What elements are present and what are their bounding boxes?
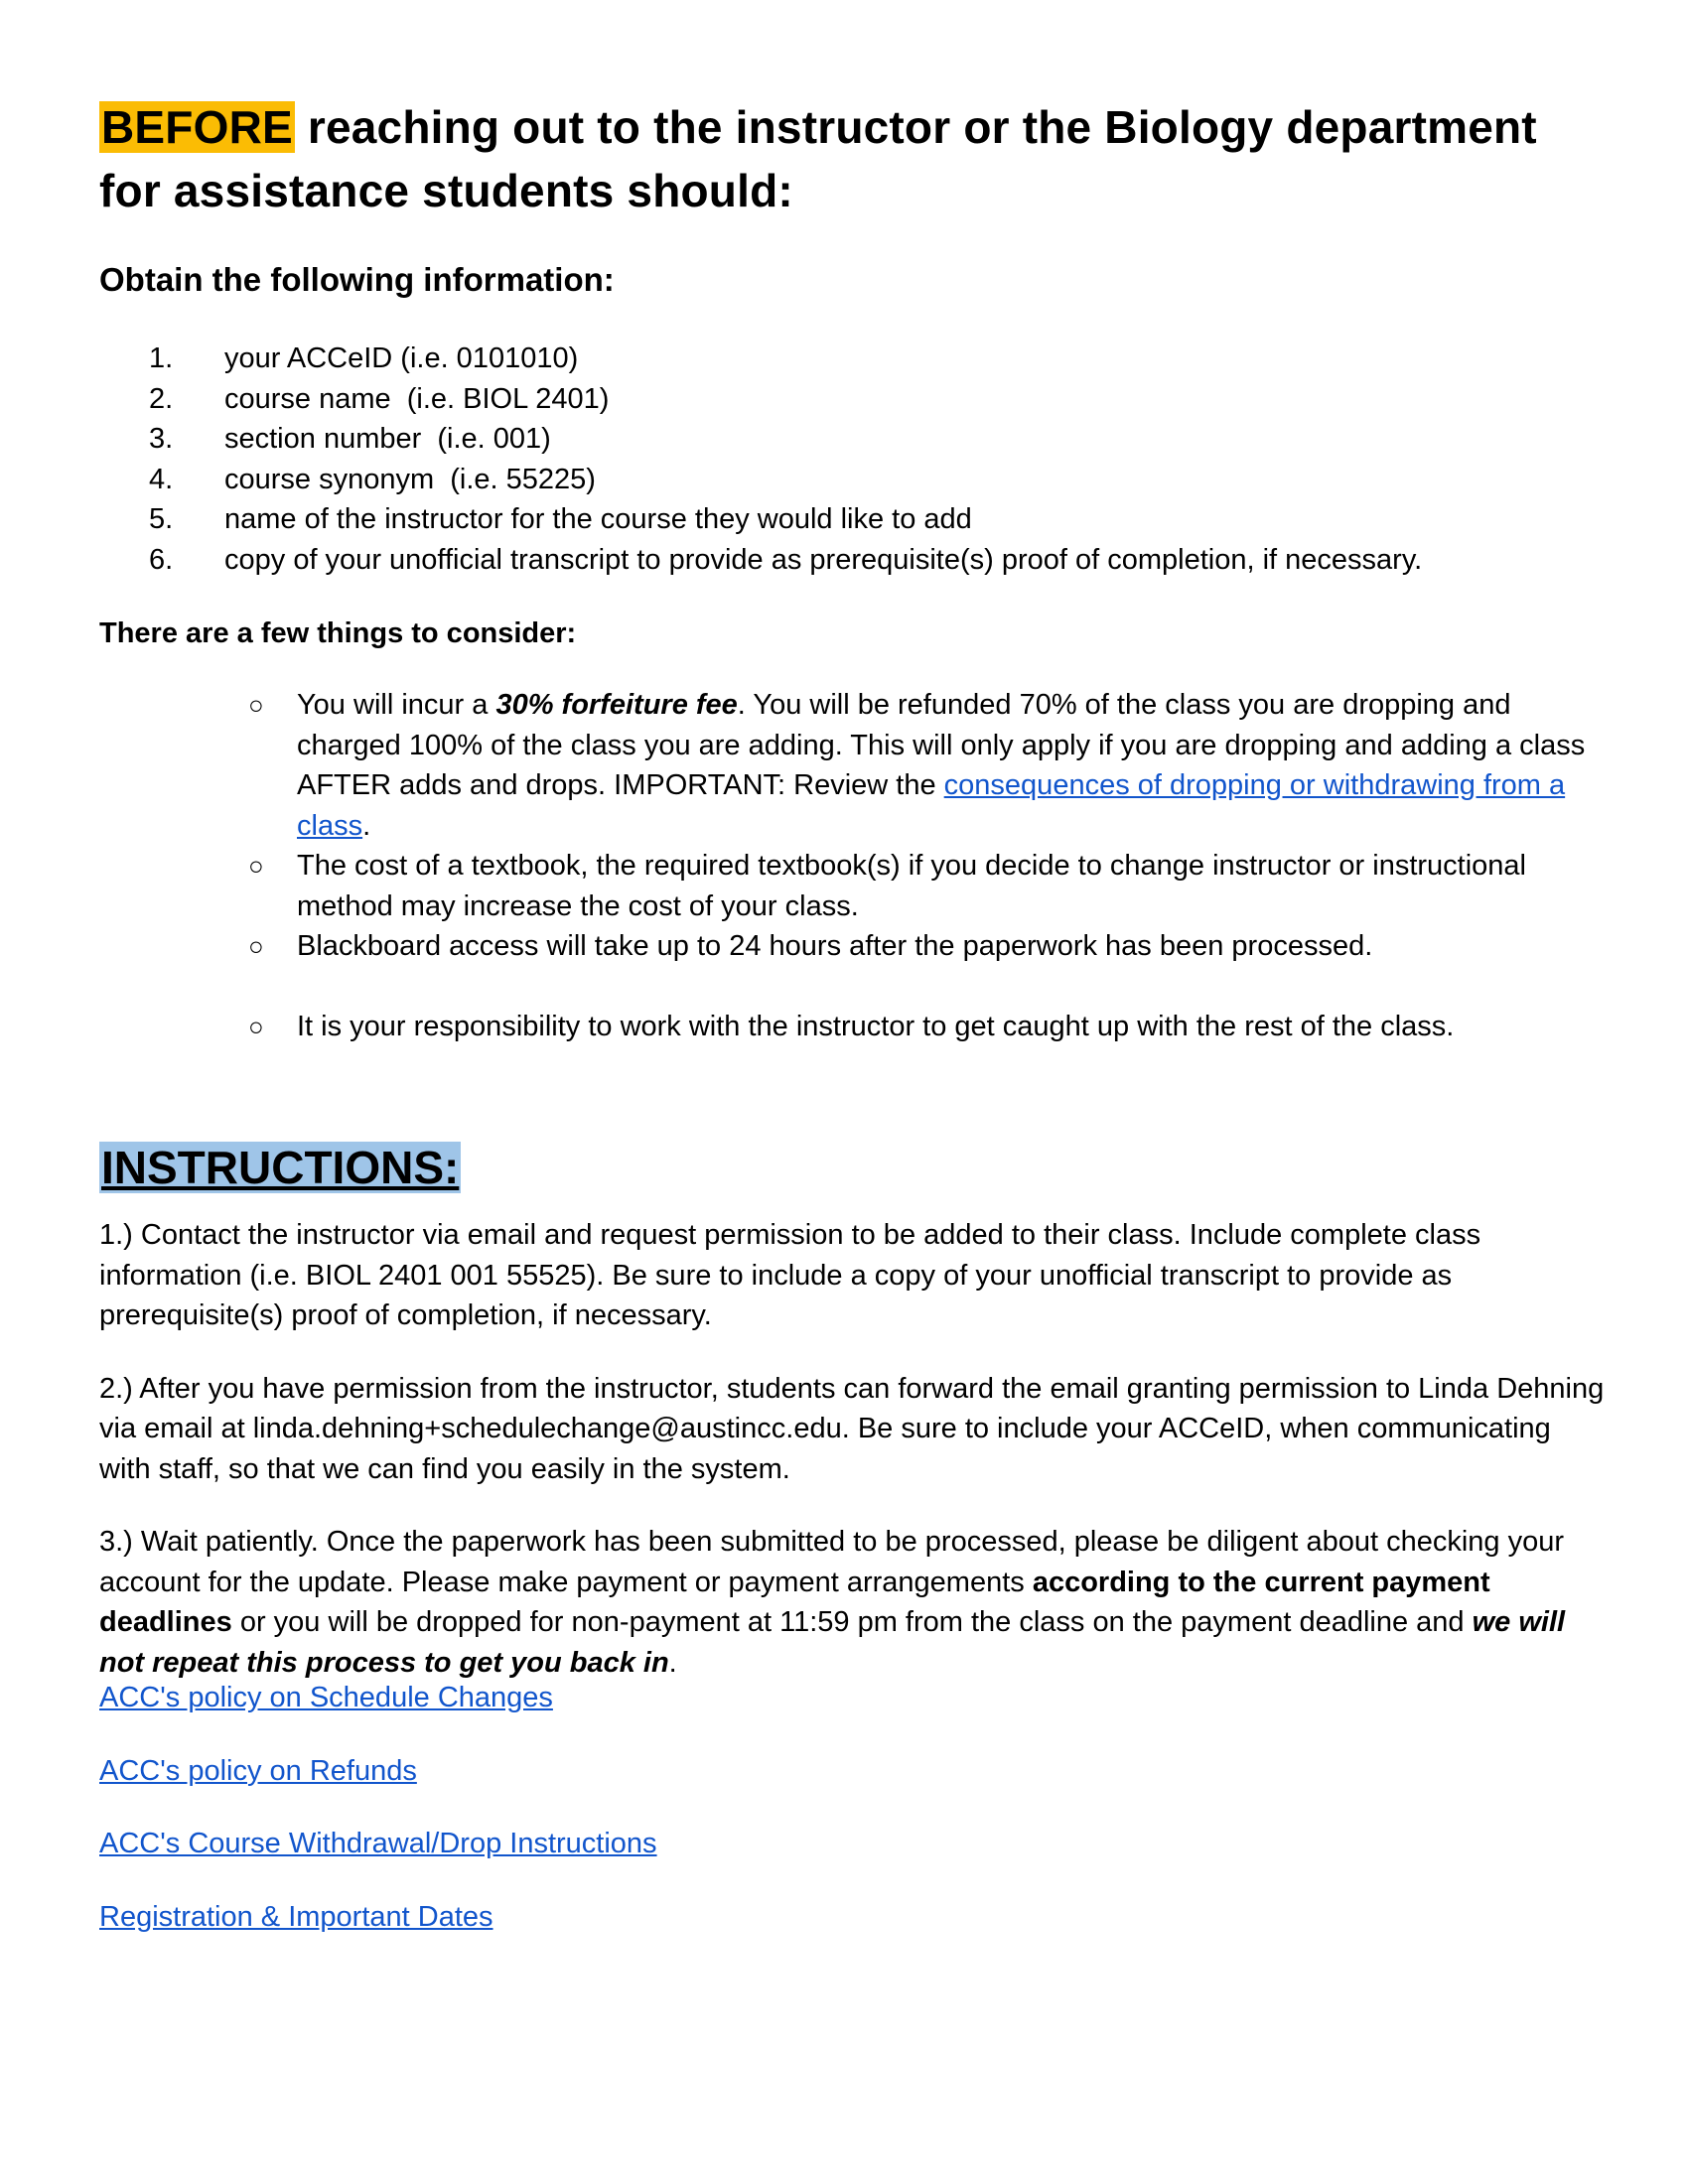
info-list — [99, 339, 1422, 580]
step-bold-text: according to the current payment deadlines — [99, 1566, 1490, 1638]
list-number: 1. — [149, 342, 174, 374]
list-number: 5. — [149, 503, 174, 535]
consequences-link[interactable]: consequences of dropping or withdrawing from a class — [297, 769, 1566, 842]
step-text: or you will be dropped for non-payment at 11:59 pm from the class on the payment deadline and — [231, 1606, 1473, 1638]
circle-bullet-icon: ○ — [248, 931, 264, 961]
item-text: You will incur a — [297, 689, 496, 721]
step-bold-italic-text: we will not repeat this process to get you back in — [99, 1606, 1566, 1679]
list-text: course name (i.e. BIOL 2401) — [224, 382, 610, 415]
list-item — [99, 846, 1609, 926]
list-text: section number (i.e. 001) — [224, 423, 551, 455]
schedule-changes-link[interactable]: ACC's policy on Schedule Changes — [99, 1682, 553, 1713]
page-title — [99, 95, 1609, 222]
list-item — [99, 540, 1422, 581]
withdrawal-drop-link[interactable]: ACC's Course Withdrawal/Drop Instructions — [99, 1828, 657, 1859]
instructions-steps — [99, 1215, 1609, 1715]
step-text: . — [668, 1646, 677, 1679]
list-text: copy of your unofficial transcript to provide as prerequisite(s) proof of completion, if necessary. — [224, 543, 1423, 576]
list-number: 2. — [149, 382, 174, 415]
document-page — [99, 95, 1609, 1933]
consider-heading: There are a few things to consider: — [99, 617, 577, 649]
list-item — [99, 460, 1422, 500]
item-text: Blackboard access will take up to 24 hours after the paperwork has been processed. — [297, 930, 1373, 962]
item-text: The cost of a textbook, the required textbook(s) if you decide to change instructor or instructional method may increase the cost of your class. — [297, 850, 1526, 922]
step-3 — [99, 1522, 1609, 1683]
item-text: It is your responsibility to work with the instructor to get caught up with the rest of the class. — [297, 1011, 1455, 1042]
list-item — [99, 499, 1422, 540]
list-item — [99, 379, 1422, 420]
list-item — [99, 419, 1422, 460]
circle-bullet-icon: ○ — [248, 690, 264, 720]
list-number: 3. — [149, 423, 174, 455]
item-text: . You will be refunded 70% of the class you are dropping and charged 100% of the class you are adding. This will only apply if you are dropping and adding a class AFTER adds and drops. IMPORTANT: Review the — [297, 689, 1586, 801]
policy-links — [99, 1678, 657, 1970]
step-2: 2.) After you have permission from the instructor, students can forward the email granting permission to Linda Dehning via email at linda.dehning+schedulechange@austincc.edu. Be sure to include your ACCeID, when communicating with staff, so that we can find you easily in the system. — [99, 1372, 1605, 1485]
step-1: 1.) Contact the instructor via email and request permission to be added to their class. Include complete class information (i.e. BIOL 2401 001 55525). Be sure to include a copy of your unofficial transcript to provide as prerequisite(s) proof of completion, if necessary. — [99, 1219, 1481, 1331]
item-text: . — [362, 809, 371, 842]
circle-bullet-icon: ○ — [248, 1012, 264, 1041]
list-item — [99, 339, 1422, 379]
list-text: your ACCeID (i.e. 0101010) — [224, 342, 579, 374]
obtain-heading: Obtain the following information: — [99, 261, 615, 298]
instructions-heading — [99, 1138, 461, 1197]
refunds-link[interactable]: ACC's policy on Refunds — [99, 1754, 417, 1787]
list-item — [99, 1007, 1609, 1047]
list-number: 6. — [149, 543, 174, 576]
consider-list — [99, 685, 1609, 1047]
list-item — [99, 685, 1609, 846]
instructions-heading-text: INSTRUCTIONS: — [101, 1142, 460, 1193]
step-text: 3.) Wait patiently. Once the paperwork has been submitted to be processed, please be diligent about checking your account for the update. Please make payment or payment arrangements — [99, 1526, 1565, 1598]
list-text: name of the instructor for the course they would like to add — [224, 503, 972, 535]
title-highlight: BEFORE — [101, 101, 293, 153]
forfeiture-fee-emphasis: 30% forfeiture fee — [495, 689, 738, 721]
list-item — [99, 926, 1609, 967]
list-text: course synonym (i.e. 55225) — [224, 463, 596, 495]
list-number: 4. — [149, 463, 174, 495]
registration-dates-link[interactable]: Registration & Important Dates — [99, 1900, 493, 1933]
title-rest: reaching out to the instructor or the Biology department for assistance students should: — [99, 101, 1537, 216]
circle-bullet-icon: ○ — [248, 851, 264, 881]
